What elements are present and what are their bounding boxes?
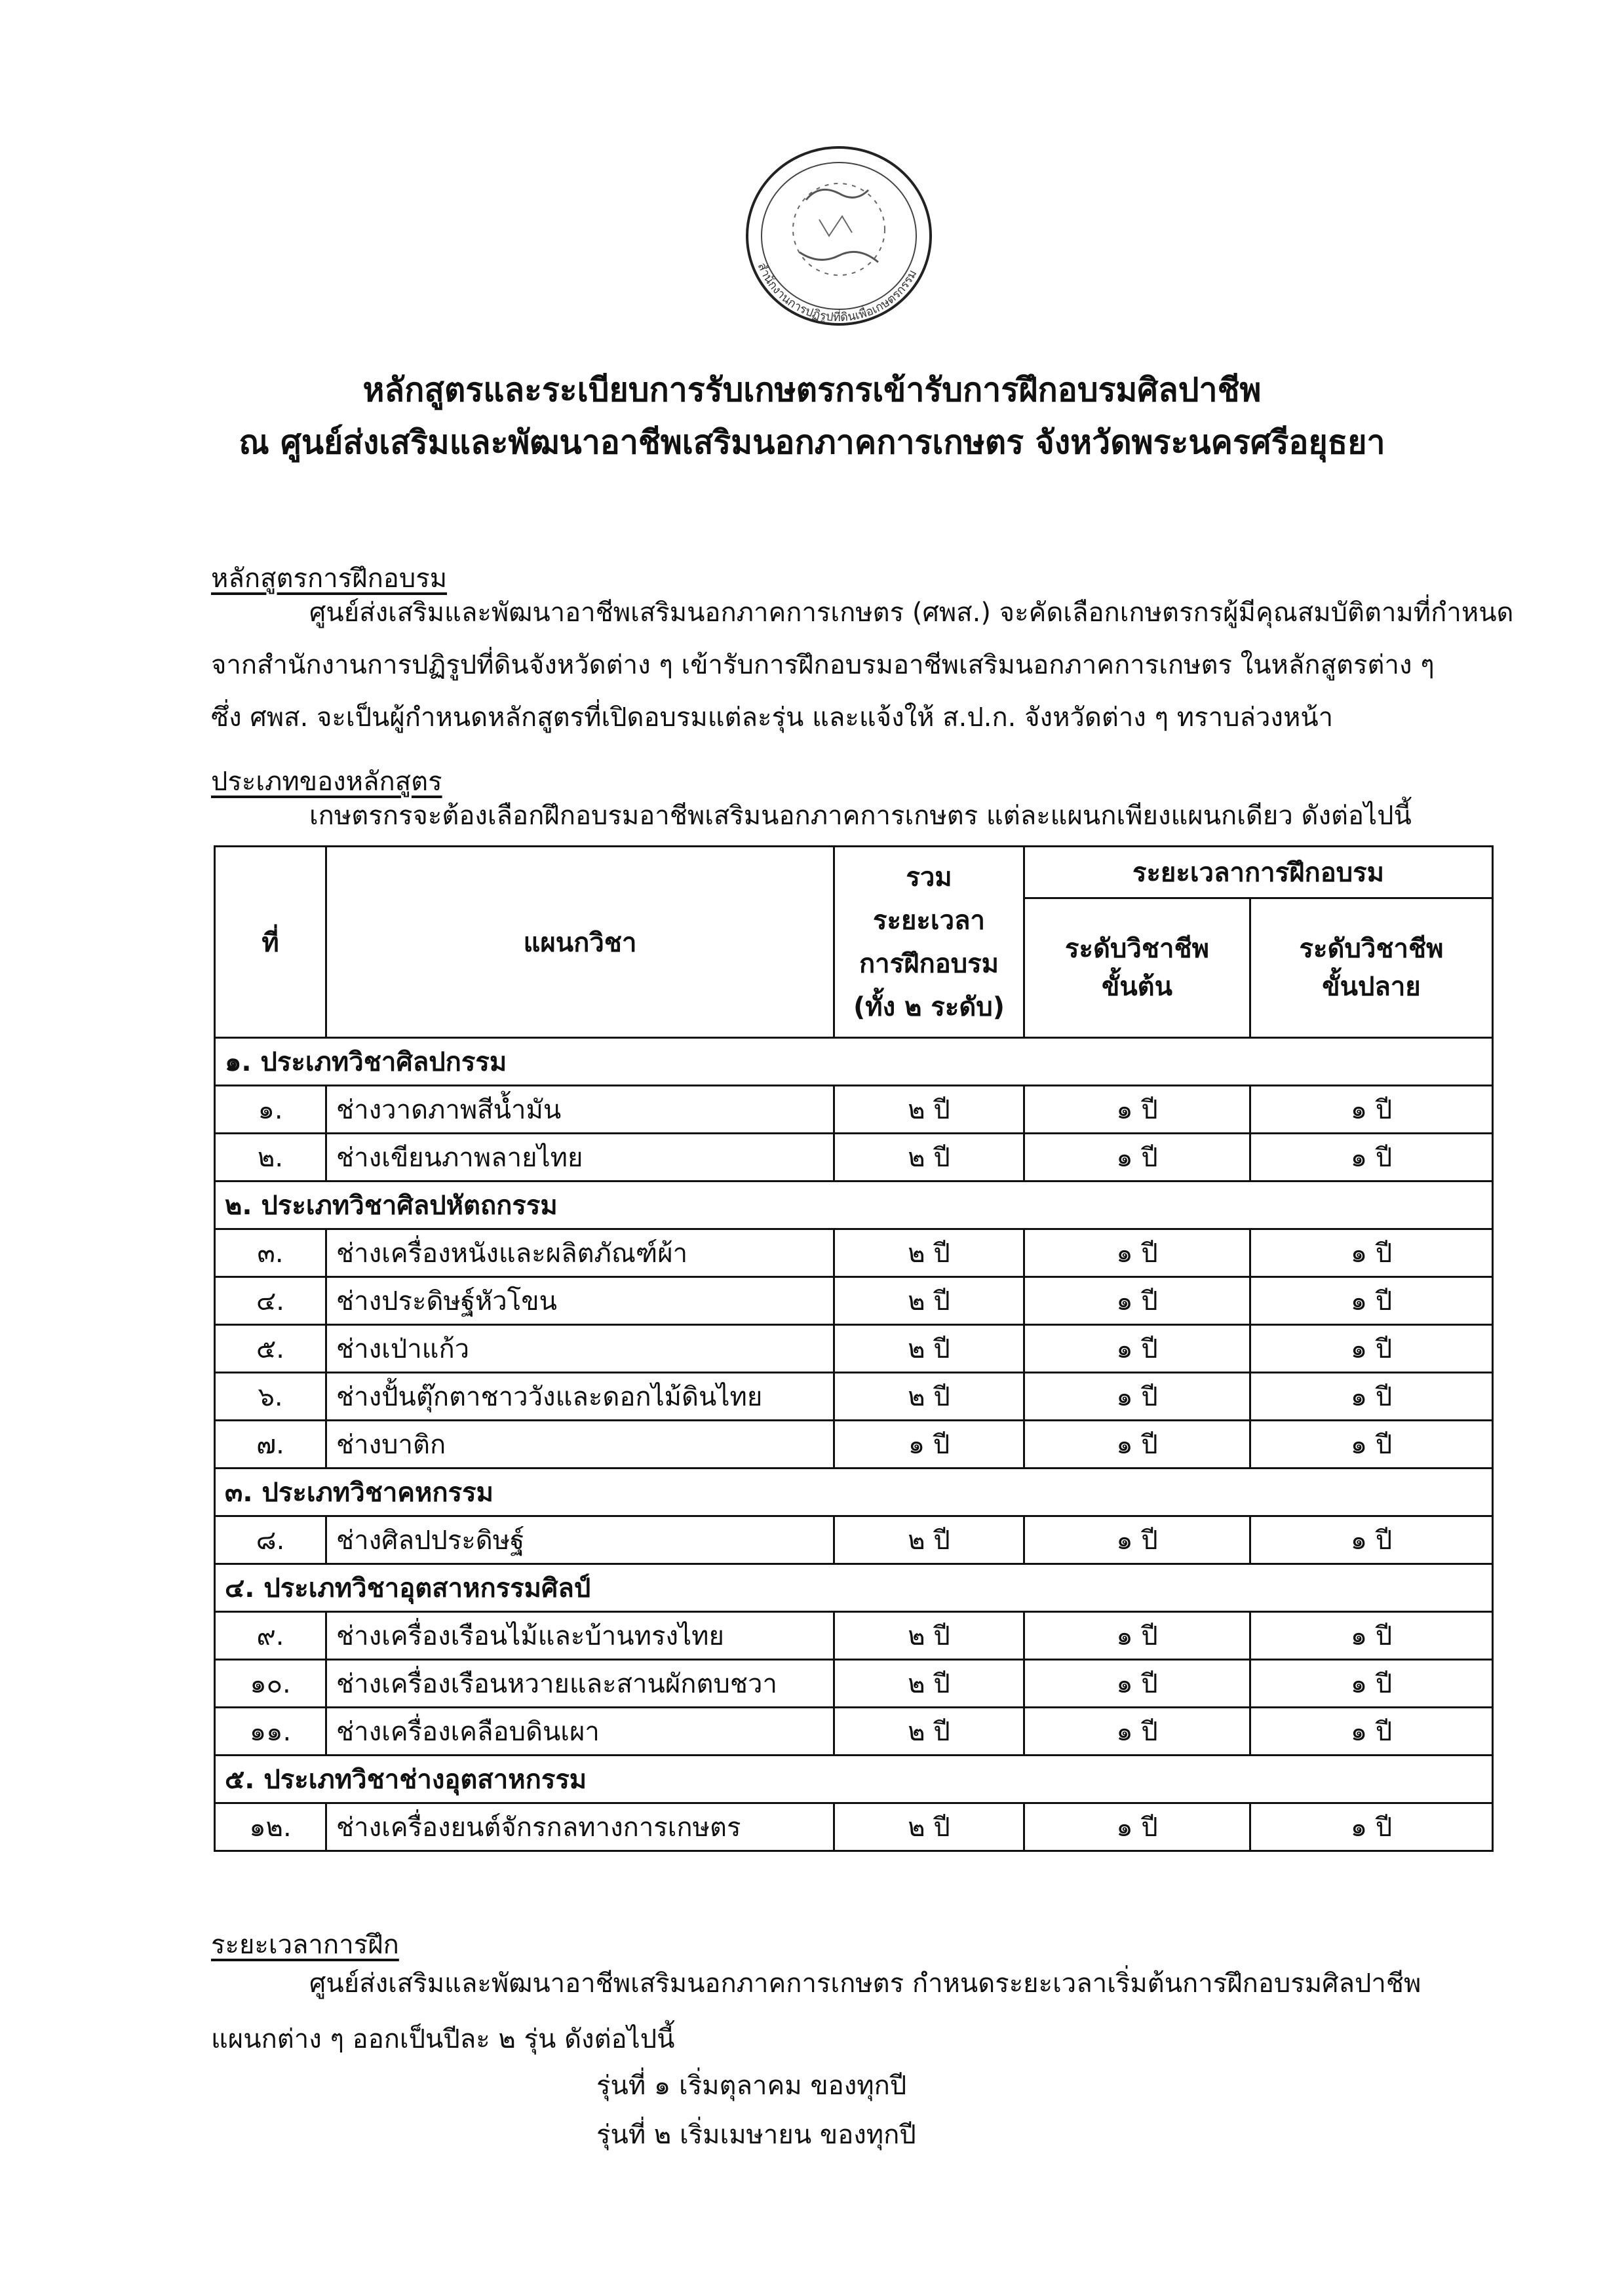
- row-advanced: ๑ ปี: [1250, 1229, 1493, 1277]
- row-department: ช่างเป่าแก้ว: [326, 1325, 834, 1373]
- row-basic: ๑ ปี: [1024, 1803, 1250, 1851]
- category-row: [215, 1469, 1493, 1516]
- table-row: [215, 1421, 1493, 1469]
- row-advanced: ๑ ปี: [1250, 1134, 1493, 1181]
- training-period-heading: ระยะเวลาการฝึก: [211, 1930, 399, 1960]
- header-advanced-line: ขั้นปลาย: [1322, 972, 1421, 1002]
- table-row: [215, 1134, 1493, 1181]
- table-row: [215, 1086, 1493, 1134]
- row-total: ๒ ปี: [834, 1708, 1024, 1756]
- row-basic: ๑ ปี: [1024, 1660, 1250, 1708]
- row-basic: ๑ ปี: [1024, 1373, 1250, 1421]
- table-row: [215, 1612, 1493, 1660]
- row-basic: ๑ ปี: [1024, 1708, 1250, 1756]
- category-label: ๑. ประเภทวิชาศิลปกรรม: [215, 1038, 1493, 1086]
- course-types-intro: [211, 796, 1476, 835]
- page-title: หลักสูตรและระเบียบการรับเกษตรกรเข้ารับการฝึกอบรมศิลปาชีพ: [362, 371, 1262, 409]
- course-types-heading: ประเภทของหลักสูตร: [211, 767, 442, 797]
- table-row: [215, 1660, 1493, 1708]
- row-advanced: ๑ ปี: [1250, 1277, 1493, 1325]
- row-no: ๓.: [215, 1229, 326, 1277]
- row-advanced: ๑ ปี: [1250, 1516, 1493, 1564]
- row-advanced: ๑ ปี: [1250, 1373, 1493, 1421]
- header-basic-line: ขั้นต้น: [1101, 972, 1172, 1002]
- header-period-group: ระยะเวลาการฝึกอบรม: [1024, 847, 1493, 898]
- curriculum-line: ศูนย์ส่งเสริมและพัฒนาอาชีพเสริมนอกภาคการเกษตร (ศพส.) จะคัดเลือกเกษตรกรผู้มีคุณสมบัติตามที่กำหนด: [309, 598, 1514, 628]
- row-department: ช่างปั้นตุ๊กตาชาววังและดอกไม้ดินไทย: [326, 1373, 834, 1421]
- row-total: ๒ ปี: [834, 1660, 1024, 1708]
- row-total: ๑ ปี: [834, 1421, 1024, 1469]
- category-label: ๒. ประเภทวิชาศิลปหัตถกรรม: [215, 1181, 1493, 1229]
- category-row: [215, 1181, 1493, 1229]
- row-no: ๔.: [215, 1277, 326, 1325]
- category-label: ๓. ประเภทวิชาคหกรรม: [215, 1469, 1493, 1516]
- row-advanced: ๑ ปี: [1250, 1612, 1493, 1660]
- row-basic: ๑ ปี: [1024, 1516, 1250, 1564]
- row-advanced: ๑ ปี: [1250, 1325, 1493, 1373]
- header-total: [834, 847, 1024, 1038]
- row-department: ช่างเขียนภาพลายไทย: [326, 1134, 834, 1181]
- row-no: ๑.: [215, 1086, 326, 1134]
- row-total: ๒ ปี: [834, 1803, 1024, 1851]
- row-department: ช่างเครื่องยนต์จักรกลทางการเกษตร: [326, 1803, 834, 1851]
- header-total-line: (ทั้ง ๒ ระดับ): [853, 991, 1005, 1022]
- header-no: ที่: [215, 847, 326, 1038]
- training-period-paragraph: [211, 1956, 1476, 2067]
- row-no: ๑๑.: [215, 1708, 326, 1756]
- header-advanced: [1250, 898, 1493, 1038]
- row-advanced: ๑ ปี: [1250, 1086, 1493, 1134]
- header-total-line: รวม: [906, 862, 952, 893]
- header-advanced-line: ระดับวิชาชีพ: [1299, 934, 1444, 964]
- row-basic: ๑ ปี: [1024, 1325, 1250, 1373]
- row-department: ช่างเครื่องเคลือบดินเผา: [326, 1708, 834, 1756]
- row-department: ช่างวาดภาพสีน้ำมัน: [326, 1086, 834, 1134]
- table-row: [215, 1708, 1493, 1756]
- category-row: [215, 1756, 1493, 1803]
- row-advanced: ๑ ปี: [1250, 1803, 1493, 1851]
- table-header-row: [215, 847, 1493, 898]
- row-no: ๕.: [215, 1325, 326, 1373]
- curriculum-line: จากสำนักงานการปฏิรูปที่ดินจังหวัดต่าง ๆ เข้ารับการฝึกอบรมอาชีพเสริมนอกภาคการเกษตร ในหลักสูตรต่าง ๆ: [211, 650, 1435, 680]
- course-types-intro-text: เกษตรกรจะต้องเลือกฝึกอบรมอาชีพเสริมนอกภาคการเกษตร แต่ละแผนกเพียงแผนกเดียว ดังต่อไปนี้: [309, 801, 1412, 831]
- table-row: [215, 1516, 1493, 1564]
- table-row: [215, 1229, 1493, 1277]
- row-total: ๒ ปี: [834, 1373, 1024, 1421]
- header-total-line: การฝึกอบรม: [859, 948, 999, 979]
- training-period-line: แผนกต่าง ๆ ออกเป็นปีละ ๒ รุ่น ดังต่อไปนี้: [211, 2024, 675, 2054]
- curriculum-paragraph: [211, 586, 1514, 744]
- row-basic: ๑ ปี: [1024, 1421, 1250, 1469]
- row-no: ๖.: [215, 1373, 326, 1421]
- row-total: ๒ ปี: [834, 1229, 1024, 1277]
- row-total: ๒ ปี: [834, 1086, 1024, 1134]
- svg-text:สำนักงานการปฏิรูปที่ดินเพื่อเก: [755, 261, 920, 324]
- row-total: ๒ ปี: [834, 1134, 1024, 1181]
- batch-1: รุ่นที่ ๑ เริ่มตุลาคม ของทุกปี: [596, 2071, 907, 2101]
- row-department: ช่างประดิษฐ์หัวโขน: [326, 1277, 834, 1325]
- office-seal-icon: [721, 141, 957, 337]
- row-no: ๙.: [215, 1612, 326, 1660]
- training-period-line: ศูนย์ส่งเสริมและพัฒนาอาชีพเสริมนอกภาคการเกษตร กำหนดระยะเวลาเริ่มต้นการฝึกอบรมศิลปาชีพ: [309, 1968, 1421, 1999]
- row-no: ๒.: [215, 1134, 326, 1181]
- row-advanced: ๑ ปี: [1250, 1660, 1493, 1708]
- row-no: ๑๒.: [215, 1803, 326, 1851]
- row-department: ช่างเครื่องหนังและผลิตภัณฑ์ผ้า: [326, 1229, 834, 1277]
- batch-2: รุ่นที่ ๒ เริ่มเมษายน ของทุกปี: [596, 2120, 916, 2150]
- row-total: ๒ ปี: [834, 1325, 1024, 1373]
- row-department: ช่างบาติก: [326, 1421, 834, 1469]
- row-department: ช่างเครื่องเรือนไม้และบ้านทรงไทย: [326, 1612, 834, 1660]
- row-basic: ๑ ปี: [1024, 1277, 1250, 1325]
- page-subtitle: ณ ศูนย์ส่งเสริมและพัฒนาอาชีพเสริมนอกภาคการเกษตร จังหวัดพระนครศรีอยุธยา: [239, 423, 1385, 461]
- row-total: ๒ ปี: [834, 1516, 1024, 1564]
- row-department: ช่างศิลปประดิษฐ์: [326, 1516, 834, 1564]
- row-advanced: ๑ ปี: [1250, 1708, 1493, 1756]
- courses-table: [214, 845, 1494, 1852]
- row-no: ๗.: [215, 1421, 326, 1469]
- seal-text: สำนักงานการปฏิรูปที่ดินเพื่อเกษตรกรรม: [754, 260, 920, 325]
- row-basic: ๑ ปี: [1024, 1612, 1250, 1660]
- row-advanced: ๑ ปี: [1250, 1421, 1493, 1469]
- row-basic: ๑ ปี: [1024, 1086, 1250, 1134]
- table-row: [215, 1373, 1493, 1421]
- header-basic: [1024, 898, 1250, 1038]
- curriculum-line: ซึ่ง ศพส. จะเป็นผู้กำหนดหลักสูตรที่เปิดอบรมแต่ละรุ่น และแจ้งให้ ส.ป.ก. จังหวัดต่าง ๆ ทราบล่วงหน้า: [211, 702, 1334, 733]
- table-row: [215, 1803, 1493, 1851]
- curriculum-heading: หลักสูตรการฝึกอบรม: [211, 564, 448, 594]
- row-total: ๒ ปี: [834, 1277, 1024, 1325]
- header-department: แผนกวิชา: [326, 847, 834, 1038]
- category-row: [215, 1038, 1493, 1086]
- row-no: ๘.: [215, 1516, 326, 1564]
- row-total: ๒ ปี: [834, 1612, 1024, 1660]
- row-department: ช่างเครื่องเรือนหวายและสานผักตบชวา: [326, 1660, 834, 1708]
- header-total-line: ระยะเวลา: [873, 905, 985, 936]
- office-seal: [721, 141, 957, 337]
- table-row: [215, 1277, 1493, 1325]
- header-basic-line: ระดับวิชาชีพ: [1065, 934, 1209, 964]
- table-row: [215, 1325, 1493, 1373]
- category-label: ๕. ประเภทวิชาช่างอุตสาหกรรม: [215, 1756, 1493, 1803]
- row-basic: ๑ ปี: [1024, 1134, 1250, 1181]
- category-row: [215, 1564, 1493, 1612]
- row-basic: ๑ ปี: [1024, 1229, 1250, 1277]
- row-no: ๑๐.: [215, 1660, 326, 1708]
- category-label: ๔. ประเภทวิชาอุตสาหกรรมศิลป์: [215, 1564, 1493, 1612]
